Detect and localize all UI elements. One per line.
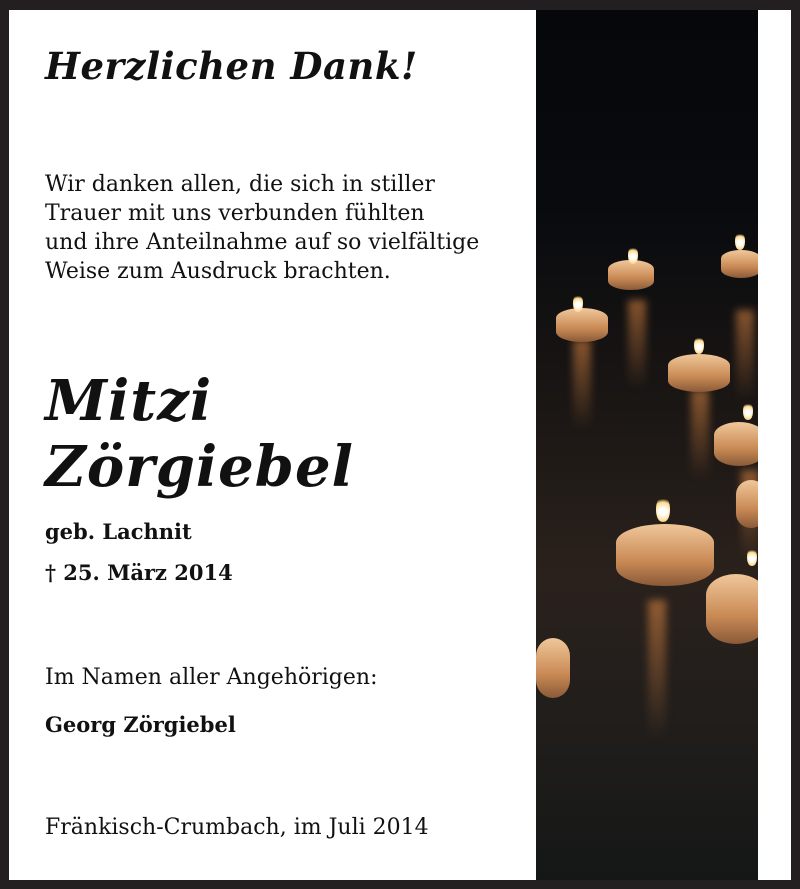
signatory: Georg Zörgiebel bbox=[45, 712, 236, 737]
heading: Herzlichen Dank! bbox=[45, 44, 418, 88]
candles-photo bbox=[536, 10, 758, 880]
last-name: Zörgiebel bbox=[45, 434, 354, 500]
thanks-line: Trauer mit uns verbunden fühlten bbox=[45, 201, 425, 226]
thanks-text bbox=[45, 170, 479, 286]
signature-intro: Im Namen aller Angehörigen: bbox=[45, 665, 378, 690]
thanks-line: Weise zum Ausdruck brachten. bbox=[45, 259, 391, 284]
first-name: Mitzi bbox=[45, 368, 213, 434]
thanks-line: und ihre Anteilnahme auf so vielfältige bbox=[45, 230, 480, 255]
death-date: † 25. März 2014 bbox=[45, 560, 233, 585]
deceased-name bbox=[45, 368, 354, 500]
thanks-line: Wir danken allen, die sich in stiller bbox=[45, 172, 435, 197]
place-date: Fränkisch-Crumbach, im Juli 2014 bbox=[45, 815, 429, 840]
birth-name: geb. Lachnit bbox=[45, 519, 192, 544]
